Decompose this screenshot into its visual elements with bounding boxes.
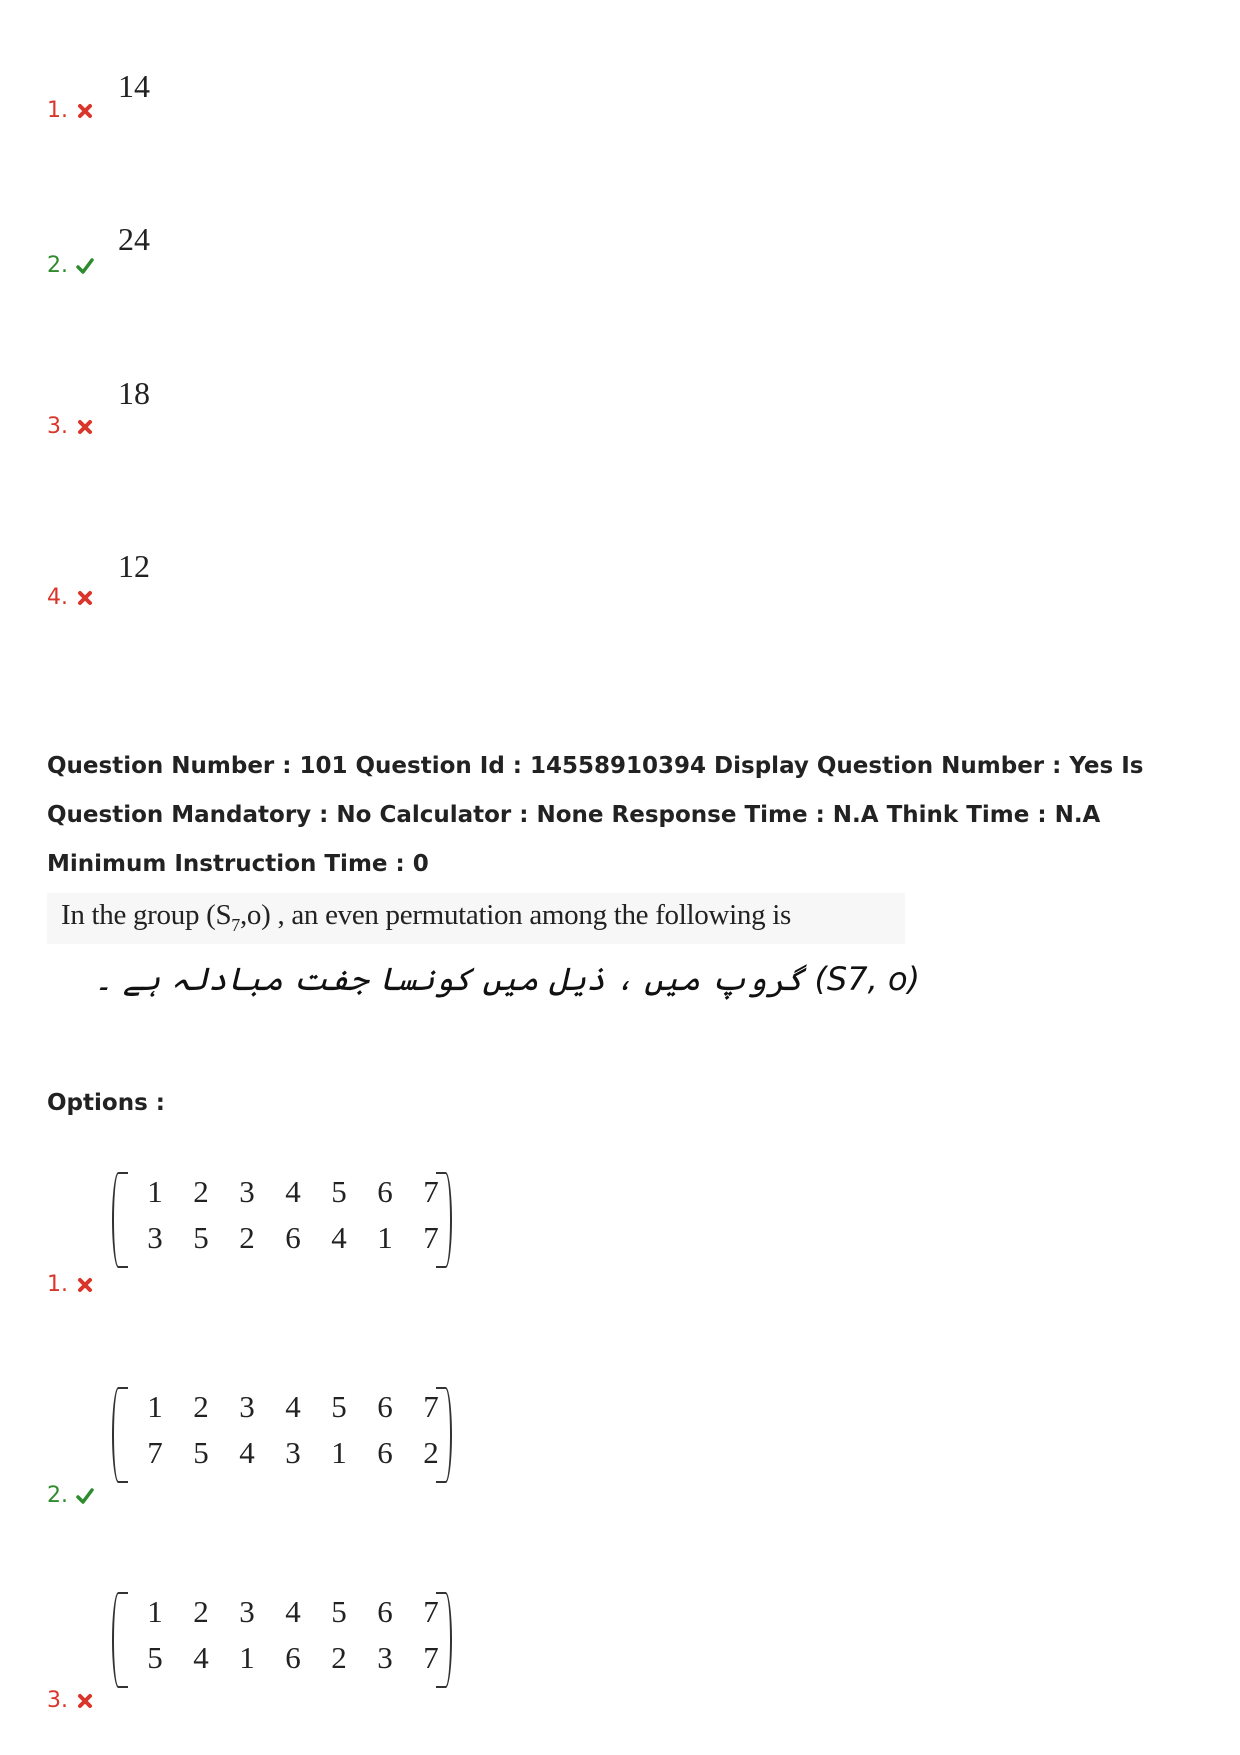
option-label: 3. xyxy=(47,414,94,439)
wrong-icon xyxy=(76,418,94,436)
options-title: Options : xyxy=(47,1090,165,1116)
option-label: 2. xyxy=(47,1483,94,1508)
option-label: 1. xyxy=(47,98,94,123)
option-value: 12 xyxy=(118,548,150,584)
option-value: 18 xyxy=(118,375,150,411)
question-meta: Question Number : 101 Question Id : 14558910394 Display Question Number : Yes Is Question Mandatory : No Calculator : None Response Time : N.A Think Time : N.A Minimum Instruction Time : 0 xyxy=(47,753,1144,877)
wrong-icon xyxy=(76,589,94,607)
option-label: 4. xyxy=(47,585,94,610)
option-label: 2. xyxy=(47,253,94,278)
check-icon xyxy=(76,1487,94,1505)
wrong-icon xyxy=(76,102,94,120)
option-label: 1. xyxy=(47,1272,94,1297)
permutation-matrix: 1 2 3 4 5 6 7 3 5 2 6 4 1 7 xyxy=(112,1170,452,1268)
wrong-icon xyxy=(76,1692,94,1710)
permutation-matrix: 1 2 3 4 5 6 7 7 5 4 3 1 6 2 xyxy=(112,1385,452,1483)
option-value: 14 xyxy=(118,68,150,104)
question-text-english: In the group $(S_7,o)$ , an even permutation among the following is xyxy=(47,893,905,944)
permutation-matrix: 1 2 3 4 5 6 7 5 4 1 6 2 3 7 xyxy=(112,1590,452,1688)
wrong-icon xyxy=(76,1276,94,1294)
question-text-urdu: (S7, o) گروپ میں ، ذیل میں کونسا جفت مبادلہ ہے ۔ xyxy=(93,960,920,998)
option-label: 3. xyxy=(47,1688,94,1713)
check-icon xyxy=(76,257,94,275)
option-value: 24 xyxy=(118,221,150,257)
